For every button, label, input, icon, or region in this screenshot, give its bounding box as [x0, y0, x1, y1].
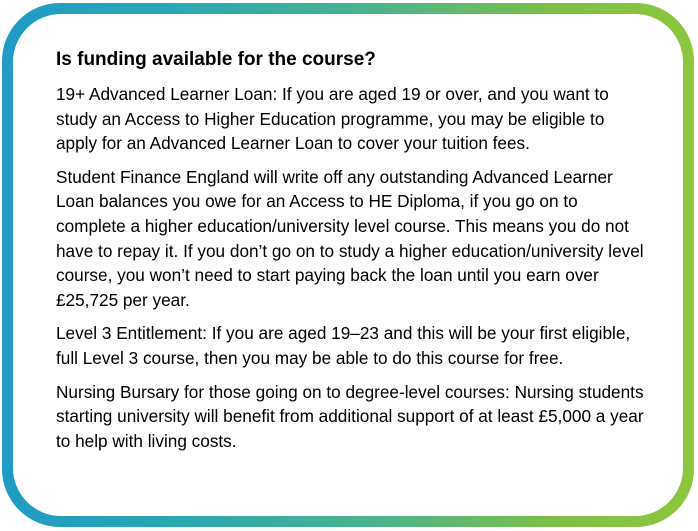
gradient-rounded-frame	[2, 3, 694, 527]
funding-info-panel	[13, 14, 683, 516]
loan-write-off-paragraph: Student Finance England will write off any outstanding Advanced Learner Loan balances you owe for an Access to HE Diploma, if you go on to complete a higher education/university level course. This means you do not have to repay it. If you don’t go on to study a higher education/university level course, you won’t need to start paying back the loan until you earn over £25,725 per year.	[56, 166, 644, 310]
level-3-entitlement-paragraph: Level 3 Entitlement: If you are aged 19–23 and this will be your first eligible, full Level 3 course, then you may be able to do this course for free.	[56, 323, 631, 368]
advanced-learner-loan-paragraph: 19+ Advanced Learner Loan: If you are aged 19 or over, and you want to study an Access to Higher Education programme, you may be eligible to apply for an Advanced Learner Loan to cover your tuition fees.	[56, 84, 609, 154]
funding-heading: Is funding available for the course?	[56, 49, 376, 70]
nursing-bursary-paragraph: Nursing Bursary for those going on to degree-level courses: Nursing students starting university will benefit from additional support of at least £5,000 a year to help with living costs.	[56, 381, 644, 451]
